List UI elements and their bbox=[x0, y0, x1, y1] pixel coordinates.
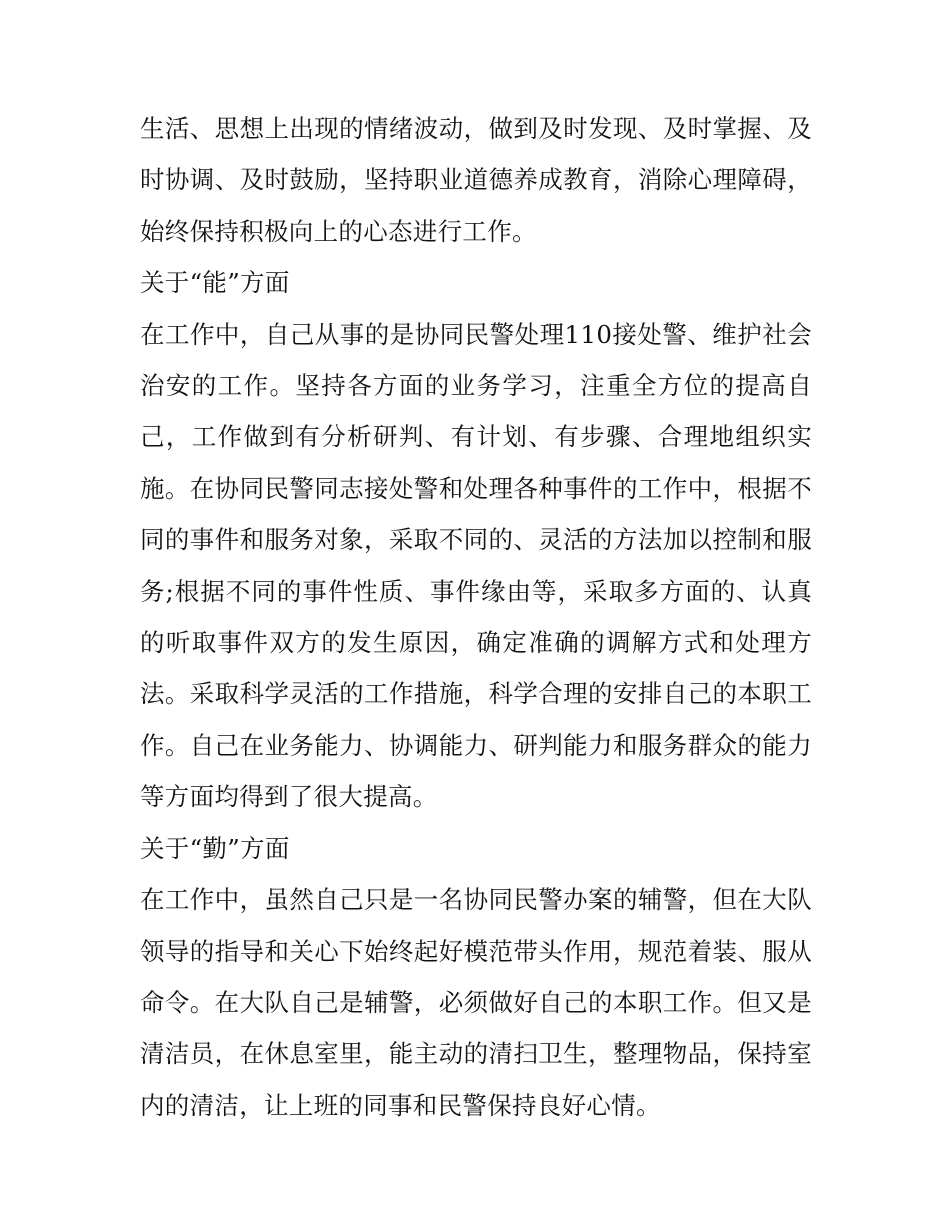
document-body bbox=[140, 103, 812, 1131]
paragraph-emotional-care: 生活、思想上出现的情绪波动，做到及时发现、及时掌握、及时协调、及时鼓励，坚持职业道德养成教育，消除心理障碍，始终保持积极向上的心态进行工作。 bbox=[140, 114, 812, 246]
section-heading-ability: 关于“能”方面 bbox=[140, 268, 290, 298]
paragraph-diligence: 在工作中，虽然自己只是一名协同民警办案的辅警，但在大队领导的指导和关心下始终起好模范带头作用，规范着装、服从命令。在大队自己是辅警，必须做好自己的本职工作。但又是清洁员，在休息室里，能主动的清扫卫生，整理物品，保持室内的清洁，让上班的同事和民警保持良好心情。 bbox=[140, 885, 812, 1120]
section-heading-diligence: 关于“勤”方面 bbox=[140, 833, 290, 863]
paragraph-ability: 在工作中，自己从事的是协同民警处理110接处警、维护社会治安的工作。坚持各方面的业务学习，注重全方位的提高自己，工作做到有分析研判、有计划、有步骤、合理地组织实施。在协同民警同志接处警和处理各种事件的工作中，根据不同的事件和服务对象，采取不同的、灵活的方法加以控制和服务;根据不同的事件性质、事件缘由等，采取多方面的、认真的听取事件双方的发生原因，确定准确的调解方式和处理方法。采取科学灵活的工作措施，科学合理的安排自己的本职工作。自己在业务能力、协调能力、研判能力和服务群众的能力等方面均得到了很大提高。 bbox=[140, 319, 812, 812]
